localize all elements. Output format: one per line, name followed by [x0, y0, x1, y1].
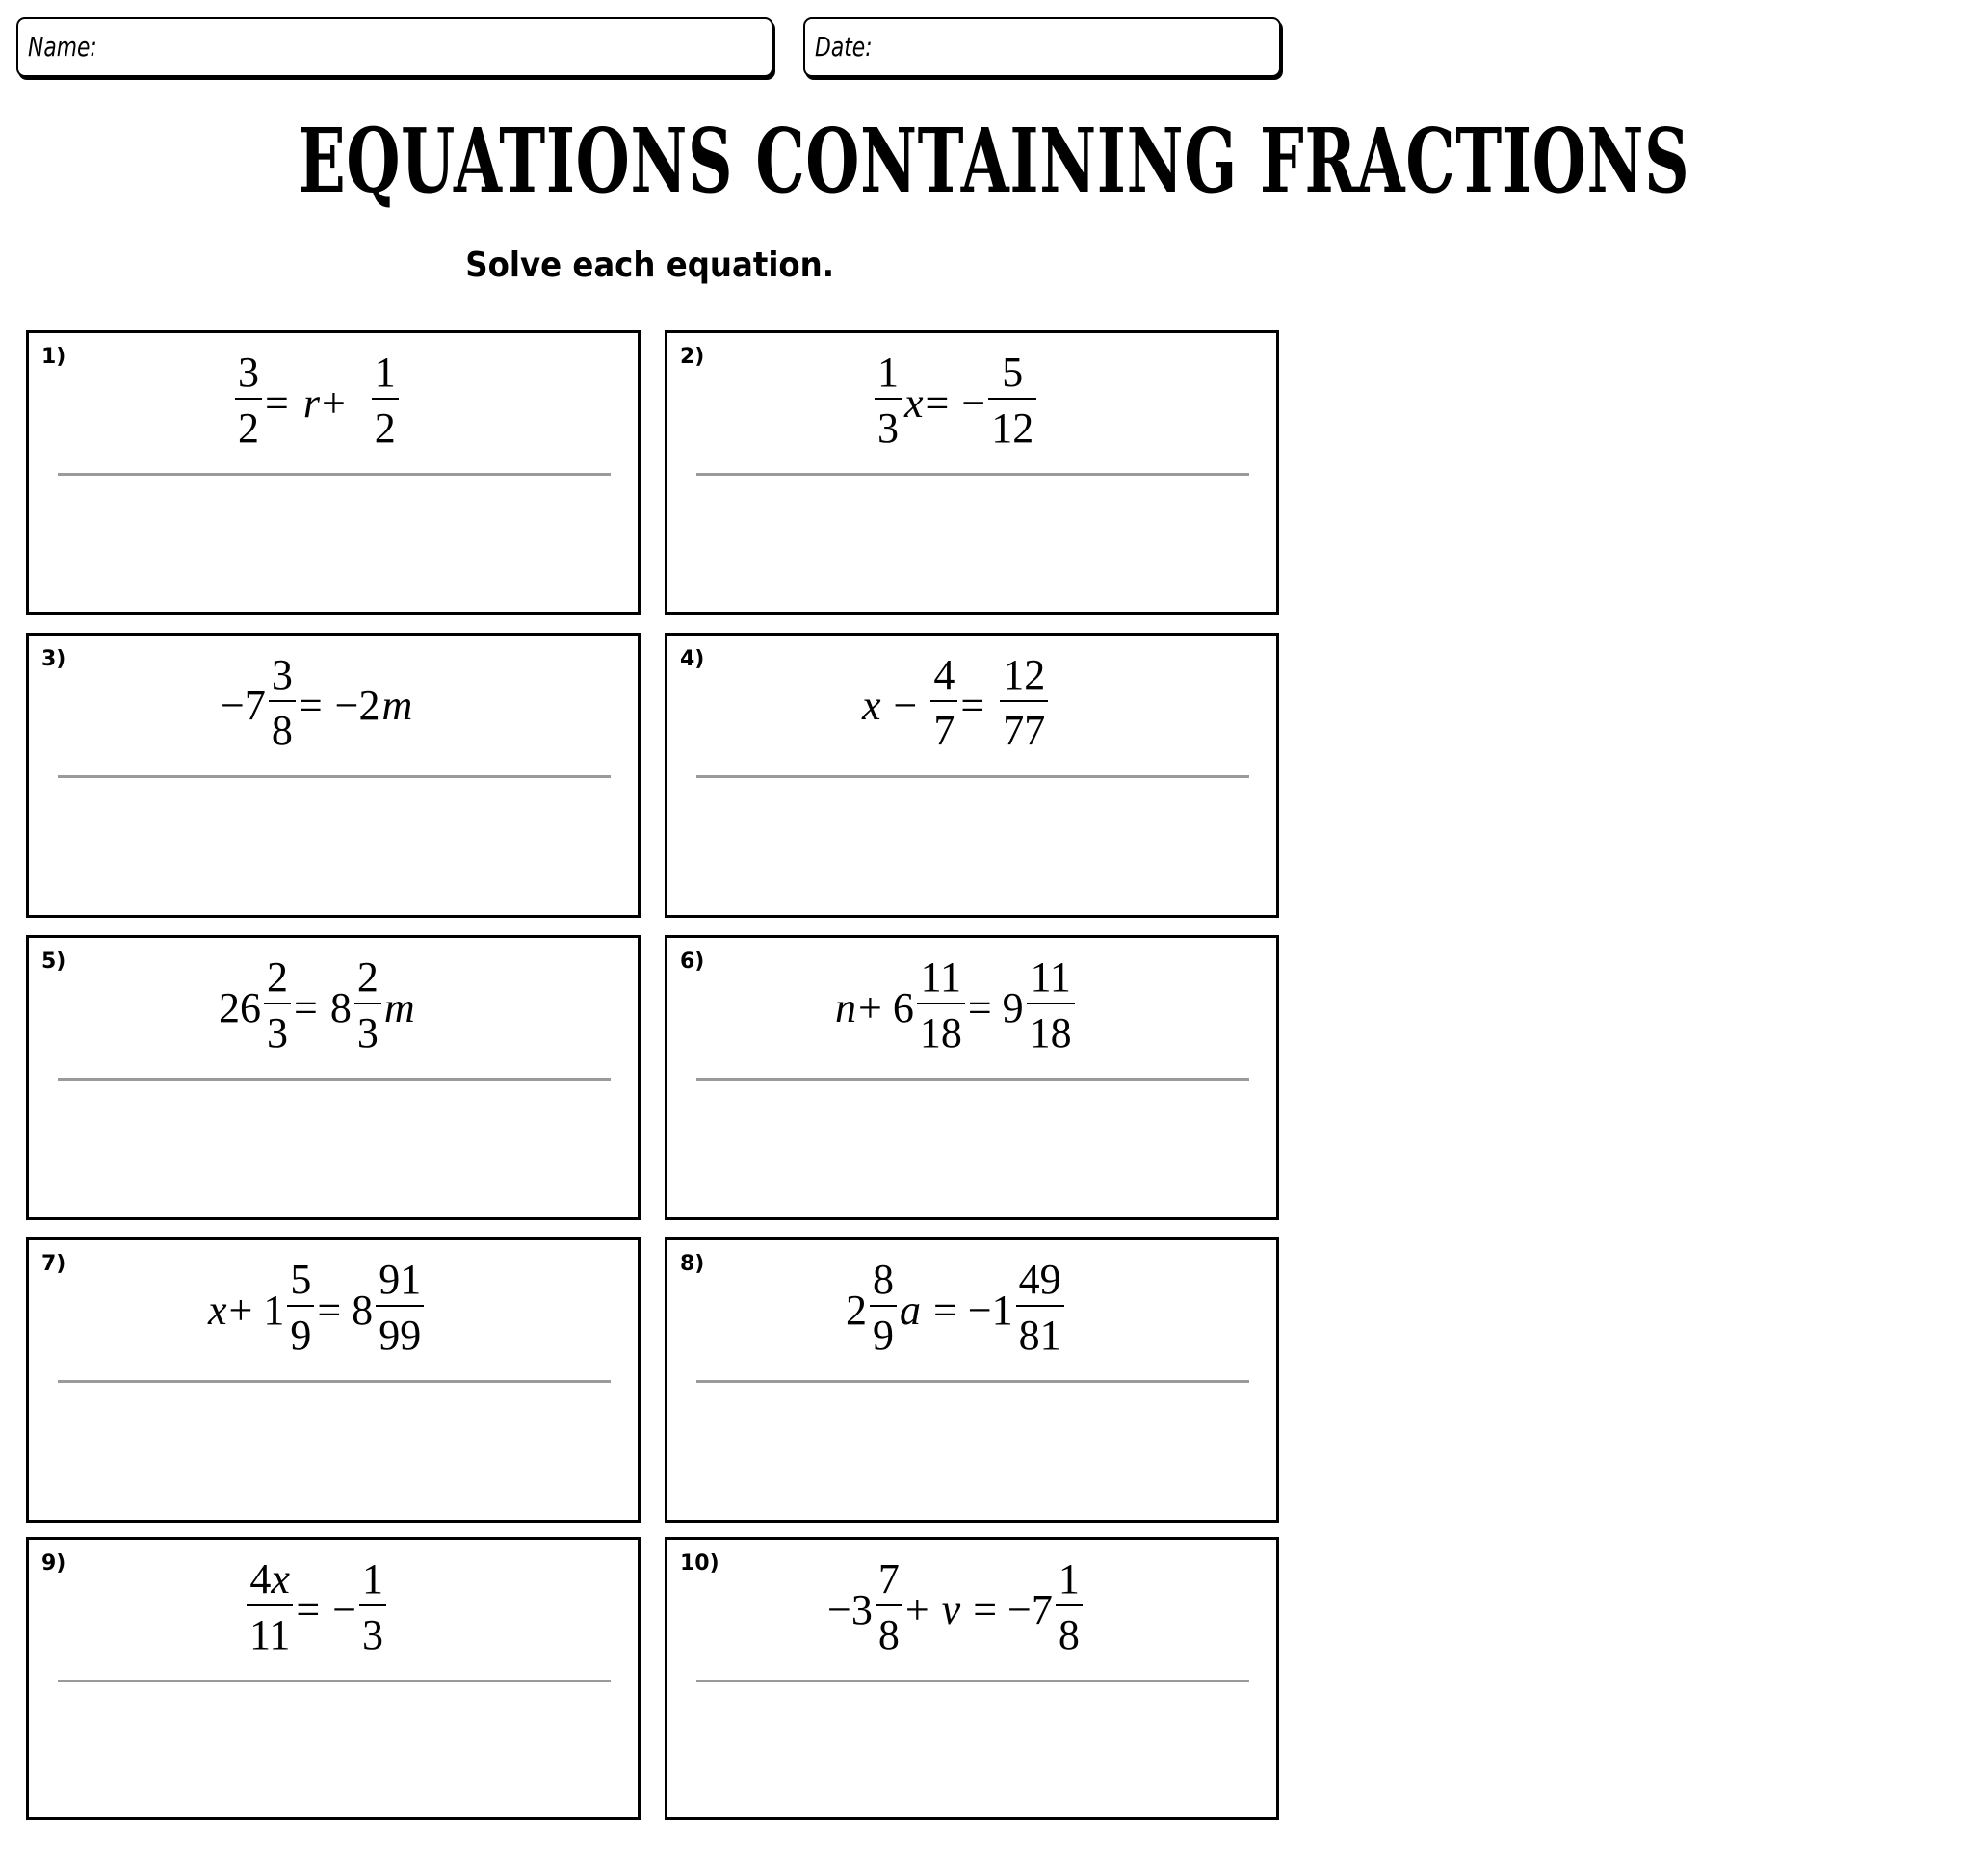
problem-number: 4)	[680, 647, 705, 671]
instructions-text: Solve each equation.	[465, 246, 835, 285]
equation-term: −3	[827, 1585, 873, 1633]
variable: x	[862, 681, 881, 729]
fraction	[247, 1554, 293, 1664]
equation	[826, 1551, 1085, 1667]
equation-term: =	[265, 378, 289, 427]
problem-number: 7)	[41, 1252, 66, 1276]
numerator: 1	[1058, 1555, 1080, 1602]
answer-line	[696, 1380, 1249, 1383]
fraction	[1056, 1554, 1083, 1664]
equation	[207, 1252, 426, 1367]
name-field[interactable]	[16, 17, 773, 77]
fraction	[372, 348, 399, 457]
numerator: 1	[877, 349, 899, 396]
numerator: 11	[920, 953, 962, 1001]
equation-term: −	[882, 681, 929, 729]
numerator: 3	[238, 349, 259, 396]
variable: a	[900, 1286, 921, 1334]
numerator: 5	[1002, 349, 1024, 396]
fraction	[1016, 1255, 1064, 1365]
equation-term: 2	[846, 1286, 867, 1334]
variable: x	[904, 378, 924, 427]
denominator: 3	[362, 1611, 384, 1658]
problem-number: 9)	[41, 1551, 66, 1576]
denominator: 3	[267, 1009, 288, 1056]
equation-term: +	[321, 378, 346, 427]
problem-box[interactable]	[665, 1237, 1279, 1523]
fraction	[870, 1255, 897, 1365]
equation-term: −2	[324, 681, 380, 729]
denominator: 12	[991, 404, 1034, 452]
date-label: Date:	[815, 31, 873, 63]
problem-number: 2)	[680, 345, 705, 369]
problem-box[interactable]	[665, 330, 1279, 615]
fraction	[376, 1255, 424, 1365]
problem-number: 10)	[680, 1551, 719, 1576]
answer-line	[58, 1680, 611, 1682]
denominator: 11	[249, 1611, 291, 1658]
fraction	[354, 952, 381, 1062]
denominator: 18	[919, 1009, 962, 1056]
numerator: 49	[1018, 1256, 1061, 1303]
answer-line	[58, 1078, 611, 1081]
name-label: Name:	[28, 31, 97, 63]
variable: m	[383, 983, 415, 1031]
problem-box[interactable]	[26, 935, 641, 1220]
worksheet-title-text: EQUATIONS CONTAINING FRACTIONS	[298, 109, 1690, 213]
fraction	[917, 952, 965, 1062]
equation-term: −	[322, 1585, 357, 1633]
numerator: 7	[877, 1555, 900, 1602]
denominator: 18	[1029, 1009, 1072, 1056]
equation	[845, 1252, 1066, 1367]
equation-term: =	[925, 378, 950, 427]
equation-term: =	[960, 681, 985, 729]
equation-term: 8	[319, 983, 352, 1031]
problem-number: 1)	[41, 345, 66, 369]
equation-term	[291, 378, 301, 428]
fraction	[875, 348, 902, 457]
equation-term: 26	[219, 983, 261, 1031]
answer-line	[696, 1078, 1249, 1081]
equation	[233, 345, 401, 460]
date-field[interactable]	[803, 17, 1281, 77]
denominator: 8	[877, 1611, 900, 1658]
denominator: 8	[271, 707, 293, 754]
numerator: 2	[356, 953, 379, 1001]
variable: x	[208, 1286, 227, 1334]
denominator: 99	[379, 1312, 422, 1359]
instructions	[0, 245, 1300, 287]
answer-line	[58, 473, 611, 476]
problem-box[interactable]	[665, 633, 1279, 918]
answer-line	[58, 775, 611, 778]
numerator: 4	[933, 651, 955, 698]
fraction	[930, 650, 957, 760]
equation	[834, 950, 1077, 1065]
fraction	[359, 1554, 386, 1664]
variable: r	[302, 378, 320, 427]
answer-line	[696, 775, 1249, 778]
equation-term: +	[904, 1585, 940, 1633]
equation	[873, 345, 1038, 460]
problem-number: 5)	[41, 950, 66, 974]
variable: n	[835, 983, 856, 1031]
numerator: 3	[271, 651, 293, 698]
answer-line	[696, 1680, 1249, 1682]
problem-box[interactable]	[26, 1537, 641, 1820]
problem-box[interactable]	[26, 330, 641, 615]
denominator: 8	[1058, 1611, 1080, 1658]
denominator: 3	[877, 404, 899, 452]
equation-term: −7	[221, 681, 266, 729]
problem-box[interactable]	[26, 1237, 641, 1523]
numerator: 12	[1003, 651, 1046, 698]
fraction	[988, 348, 1036, 457]
coefficient: 4	[249, 1555, 272, 1602]
denominator: 2	[374, 404, 396, 452]
problem-box[interactable]	[26, 633, 641, 918]
equation-term: + 6	[858, 983, 914, 1031]
variable: v	[941, 1585, 961, 1633]
fraction	[235, 348, 262, 457]
problem-number: 6)	[680, 950, 705, 974]
equation-term: = 8	[317, 1286, 374, 1334]
denominator: 9	[290, 1312, 312, 1359]
denominator: 77	[1003, 707, 1046, 754]
numerator: 8	[873, 1256, 894, 1303]
variable: x	[271, 1555, 290, 1602]
equation	[218, 950, 416, 1065]
fraction	[269, 650, 296, 760]
variable: m	[381, 681, 413, 729]
equation-term: −	[951, 378, 986, 427]
denominator: 81	[1018, 1312, 1061, 1359]
equation-term: + 1	[228, 1286, 285, 1334]
worksheet-title	[0, 108, 1690, 214]
numerator: 11	[1030, 953, 1071, 1001]
equation-term: =	[298, 681, 323, 729]
numerator: 1	[362, 1555, 384, 1602]
fraction	[287, 1255, 314, 1365]
problem-box[interactable]	[665, 935, 1279, 1220]
fraction	[876, 1554, 902, 1664]
problem-box[interactable]	[665, 1537, 1279, 1820]
numerator: 1	[374, 349, 396, 396]
numerator: 91	[379, 1256, 422, 1303]
denominator: 2	[238, 404, 259, 452]
equation-term	[348, 378, 369, 428]
denominator: 9	[873, 1312, 894, 1359]
denominator: 3	[356, 1009, 379, 1056]
problem-number: 8)	[680, 1252, 705, 1276]
fraction	[264, 952, 291, 1062]
equation	[245, 1551, 388, 1667]
equation	[220, 647, 413, 763]
equation-term	[986, 681, 997, 730]
problem-number: 3)	[41, 647, 66, 671]
equation	[861, 647, 1050, 763]
numerator: 5	[290, 1256, 312, 1303]
fraction	[1000, 650, 1048, 760]
equation-term: =	[296, 1585, 321, 1633]
equation-term: =	[294, 983, 318, 1031]
answer-line	[58, 1380, 611, 1383]
numerator	[247, 1554, 293, 1604]
fraction	[1027, 952, 1075, 1062]
equation-term: = −7	[962, 1585, 1053, 1633]
equation-term: = 9	[967, 983, 1024, 1031]
equation-term: = −1	[923, 1286, 1013, 1334]
answer-line	[696, 473, 1249, 476]
numerator: 2	[267, 953, 288, 1001]
denominator: 7	[933, 707, 955, 754]
